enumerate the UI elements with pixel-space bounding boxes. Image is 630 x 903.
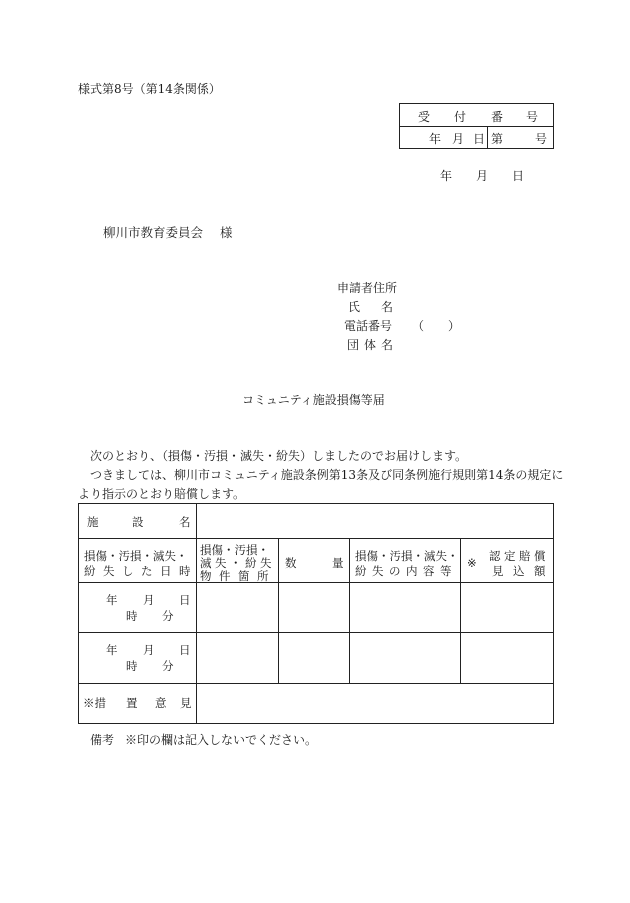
damage-table: [78, 503, 554, 724]
measures-label-char: ※措: [83, 696, 106, 710]
header-datetime-char: 日: [160, 564, 172, 578]
receipt-number-suffix: 号: [535, 132, 548, 146]
header-assess-char: 賠: [519, 549, 531, 563]
receipt-date-char: 年: [429, 132, 442, 146]
addressee-honorific: 様: [220, 225, 233, 240]
row1-date-char: 日: [179, 593, 191, 607]
facility-label-char: 設: [132, 515, 144, 529]
row1-time-char: 分: [162, 609, 174, 623]
facility-name-field[interactable]: [197, 505, 552, 538]
header-item-char: 紛: [245, 556, 257, 570]
header-datetime-char: 失: [103, 564, 115, 578]
applicant-name-char: 氏: [348, 300, 361, 314]
row2-date-char: 年: [106, 643, 118, 657]
form-id: 様式第8号（第14条関係）: [78, 82, 221, 96]
applicant-group-char: 団: [347, 338, 360, 352]
header-item-char: 滅: [200, 556, 212, 570]
header-item-char: 所: [257, 569, 269, 583]
header-assess-char: 認: [489, 549, 501, 563]
header-assess-char: 見: [492, 564, 504, 578]
header-datetime-char: た: [141, 564, 153, 578]
row1-date-char: 年: [106, 593, 118, 607]
header-datetime-line1: 損傷・汚損・滅失・: [84, 549, 188, 563]
receipt-date-char: 日: [473, 132, 486, 146]
header-datetime-char: 紛: [84, 564, 96, 578]
receipt-date-char: 月: [452, 132, 465, 146]
row1-date-char: 月: [143, 593, 155, 607]
header-item-char: 失: [215, 556, 227, 570]
header-assess-char: 定: [504, 549, 516, 563]
receipt-number-prefix: 第: [491, 132, 504, 146]
row2-date-char: 日: [179, 643, 191, 657]
header-item-char: 件: [219, 569, 231, 583]
measures-label-char: 見: [180, 696, 192, 710]
header-item-line1: 損傷・汚損・: [200, 543, 269, 557]
header-content-char: 紛: [355, 564, 367, 578]
measures-field[interactable]: [197, 684, 552, 722]
measures-label-char: 置: [126, 696, 138, 710]
receipt-title-char: 号: [526, 110, 539, 124]
receipt-title-char: 受: [418, 110, 431, 124]
header-item-char: ・: [230, 556, 242, 570]
header-quantity-char: 数: [285, 556, 297, 570]
header-assess-char: 額: [534, 564, 546, 578]
row2-date-char: 月: [143, 643, 155, 657]
facility-label-char: 施: [87, 515, 99, 529]
header-content-char: 内: [406, 564, 418, 578]
applicant-phone-label: 電話番号: [344, 319, 393, 333]
date-day: 日: [512, 169, 525, 183]
applicant-group-char: 体: [364, 338, 377, 352]
header-datetime-char: 時: [179, 564, 191, 578]
header-content-line1: 損傷・汚損・滅失・: [355, 549, 459, 563]
body-line-2: つきましては、柳川市コミュニティ施設条例第13条及び同条例施行規則第14条の規定に: [90, 468, 564, 482]
row1-time-char: 時: [126, 609, 138, 623]
addressee-name: 柳川市教育委員会: [103, 225, 204, 240]
date-month: 月: [476, 169, 489, 183]
header-assess-char: 込: [513, 564, 525, 578]
applicant-name-char: 名: [381, 300, 394, 314]
row2-time-char: 分: [162, 659, 174, 673]
measures-label-char: 意: [155, 696, 167, 710]
header-item-char: 箇: [238, 569, 250, 583]
header-content-char: 等: [440, 564, 452, 578]
header-content-char: 容: [423, 564, 435, 578]
applicant-phone-paren: （ ）: [412, 319, 461, 333]
note-label: 備考: [90, 733, 115, 747]
note-text: ※印の欄は記入しないでください。: [125, 733, 318, 747]
facility-label-char: 名: [179, 515, 191, 529]
body-line-1: 次のとおり、（損傷・汚損・滅失・紛失）しましたのでお届けします。: [90, 449, 468, 463]
applicant-group-char: 名: [381, 338, 394, 352]
header-quantity-char: 量: [332, 556, 344, 570]
header-assess-char: 償: [534, 549, 546, 563]
header-item-char: 失: [260, 556, 272, 570]
header-content-char: の: [389, 564, 401, 578]
receipt-title-char: 番: [491, 110, 504, 124]
header-datetime-char: し: [122, 564, 134, 578]
header-content-char: 失: [372, 564, 384, 578]
row2-time-char: 時: [126, 659, 138, 673]
receipt-box: [399, 103, 554, 149]
document-title: コミュニティ施設損傷等届: [242, 393, 385, 407]
header-assess-mark: ※: [467, 556, 477, 570]
date-year: 年: [440, 169, 453, 183]
body-line-3: より指示のとおり賠償します。: [78, 487, 246, 501]
applicant-address-label: 申請者住所: [337, 281, 398, 295]
receipt-title-char: 付: [454, 110, 467, 124]
header-item-char: 物: [200, 569, 212, 583]
